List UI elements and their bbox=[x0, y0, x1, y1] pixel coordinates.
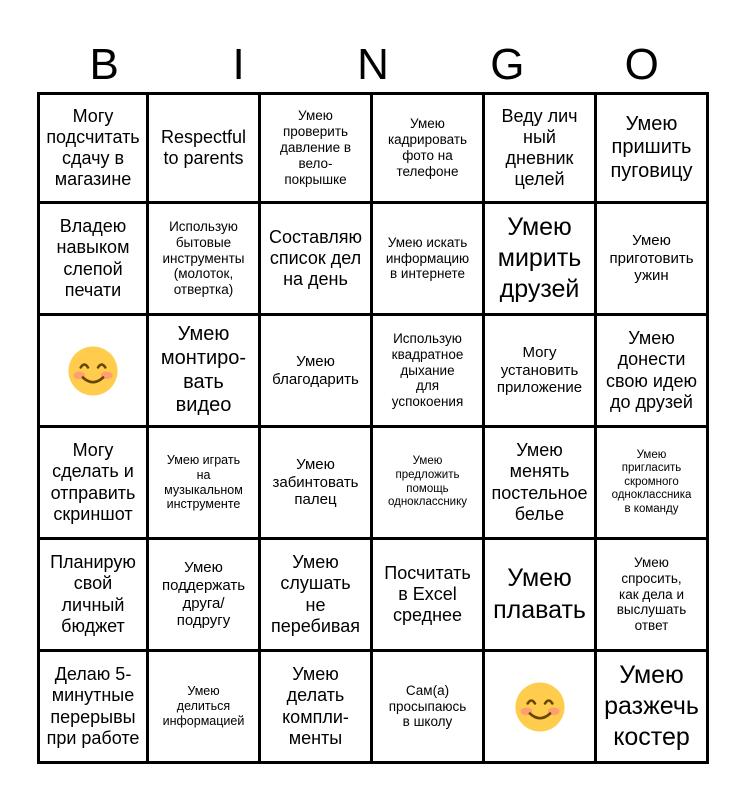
cell-text: Планирую свой личный бюджет bbox=[50, 552, 136, 636]
bingo-cell[interactable] bbox=[485, 316, 597, 428]
cell-text: Умею плавать bbox=[493, 564, 586, 624]
cell-text: Умею менять постельное белье bbox=[491, 440, 588, 524]
bingo-cell[interactable] bbox=[261, 92, 373, 204]
cell-text: Владею навыком слепой печати bbox=[56, 216, 130, 300]
title-letter-i: I bbox=[232, 40, 245, 89]
bingo-cell[interactable] bbox=[37, 204, 149, 316]
cell-text: Умею разжечь костер bbox=[604, 660, 699, 752]
bingo-cell[interactable] bbox=[373, 540, 485, 652]
bingo-grid bbox=[37, 92, 709, 764]
cell-text: Умею пригласить скромного одноклассника в команду bbox=[611, 448, 692, 515]
cell-text: Умею слушать не перебивая bbox=[270, 552, 361, 636]
bingo-cell[interactable] bbox=[597, 316, 709, 428]
cell-text: Умею поддержать друга/ подругу bbox=[161, 559, 246, 630]
title-letter-g: G bbox=[490, 40, 525, 89]
smiling-face-icon bbox=[67, 345, 119, 397]
cell-text: Составляю список дел на день bbox=[269, 226, 362, 290]
bingo-cell[interactable] bbox=[597, 428, 709, 540]
cell-text: Умею забинтовать палец bbox=[272, 455, 359, 509]
cell-text: Умею благодарить bbox=[272, 352, 359, 388]
cell-text: Умею монтиро- вать видео bbox=[160, 323, 247, 417]
bingo-cell[interactable] bbox=[37, 92, 149, 204]
bingo-cell[interactable] bbox=[261, 428, 373, 540]
bingo-cell-free[interactable] bbox=[485, 652, 597, 764]
cell-text: Посчитать в Excel среднее bbox=[384, 562, 471, 626]
cell-text: Умею кадрировать фото на телефоне bbox=[387, 116, 468, 179]
bingo-cell[interactable] bbox=[37, 540, 149, 652]
bingo-cell[interactable] bbox=[485, 204, 597, 316]
cell-text: Использую бытовые инструменты (молоток, отвертка) bbox=[162, 218, 245, 298]
cell-text: Могу установить приложение bbox=[496, 343, 583, 397]
cell-text: Веду лич ный дневник целей bbox=[501, 105, 578, 190]
bingo-cell[interactable] bbox=[485, 92, 597, 204]
bingo-title bbox=[37, 38, 709, 92]
cell-text: Respectful to parents bbox=[160, 126, 247, 168]
bingo-cell[interactable] bbox=[373, 652, 485, 764]
bingo-cell[interactable] bbox=[149, 652, 261, 764]
cell-text: Умею искать информацию в интернете bbox=[385, 234, 470, 282]
bingo-cell[interactable] bbox=[149, 204, 261, 316]
bingo-cell[interactable] bbox=[597, 92, 709, 204]
bingo-cell[interactable] bbox=[485, 428, 597, 540]
cell-text: Сам(а) просыпаюсь в школу bbox=[388, 682, 467, 730]
cell-text: Умею предложить помощь однокласснику bbox=[387, 455, 468, 509]
bingo-cell[interactable] bbox=[149, 316, 261, 428]
bingo-cell[interactable] bbox=[597, 652, 709, 764]
cell-text: Умею играть на музыкальном инструменте bbox=[164, 453, 243, 512]
cell-text: Умею спросить, как дела и выслушать ответ bbox=[616, 554, 687, 634]
bingo-cell[interactable] bbox=[485, 540, 597, 652]
cell-text: Делаю 5- минутные перерывы при работе bbox=[46, 664, 140, 748]
bingo-cell[interactable] bbox=[373, 316, 485, 428]
cell-text: Умею делиться информацией bbox=[162, 684, 245, 728]
bingo-cell[interactable] bbox=[149, 428, 261, 540]
cell-text: Умею проверить давление в вело- покрышке bbox=[279, 108, 352, 187]
smiling-face-icon bbox=[514, 681, 566, 733]
bingo-cell[interactable] bbox=[597, 204, 709, 316]
bingo-cell[interactable] bbox=[261, 652, 373, 764]
title-letter-n: N bbox=[357, 40, 389, 89]
cell-text: Умею мирить друзей bbox=[497, 212, 582, 304]
cell-text: Умею делать компли- менты bbox=[282, 664, 349, 748]
bingo-cell[interactable] bbox=[261, 540, 373, 652]
bingo-cell[interactable] bbox=[373, 428, 485, 540]
bingo-cell[interactable] bbox=[149, 540, 261, 652]
cell-text: Могу подсчитать сдачу в магазине bbox=[46, 105, 140, 190]
bingo-cell[interactable] bbox=[373, 204, 485, 316]
bingo-cell-free[interactable] bbox=[37, 316, 149, 428]
bingo-cell[interactable] bbox=[261, 204, 373, 316]
cell-text: Умею донести свою идею до друзей bbox=[606, 328, 697, 412]
cell-text: Могу сделать и отправить скриншот bbox=[50, 440, 136, 524]
cell-text: Умею пришить пуговицу bbox=[610, 112, 693, 182]
bingo-cell[interactable] bbox=[597, 540, 709, 652]
bingo-cell[interactable] bbox=[261, 316, 373, 428]
bingo-cell[interactable] bbox=[37, 428, 149, 540]
title-letter-o: O bbox=[624, 40, 659, 89]
bingo-cell[interactable] bbox=[149, 92, 261, 204]
cell-text: Использую квадратное дыхание для успокоения bbox=[391, 330, 464, 410]
cell-text: Умею приготовить ужин bbox=[609, 231, 694, 285]
bingo-cell[interactable] bbox=[373, 92, 485, 204]
title-letter-b: B bbox=[89, 40, 119, 89]
bingo-cell[interactable] bbox=[37, 652, 149, 764]
